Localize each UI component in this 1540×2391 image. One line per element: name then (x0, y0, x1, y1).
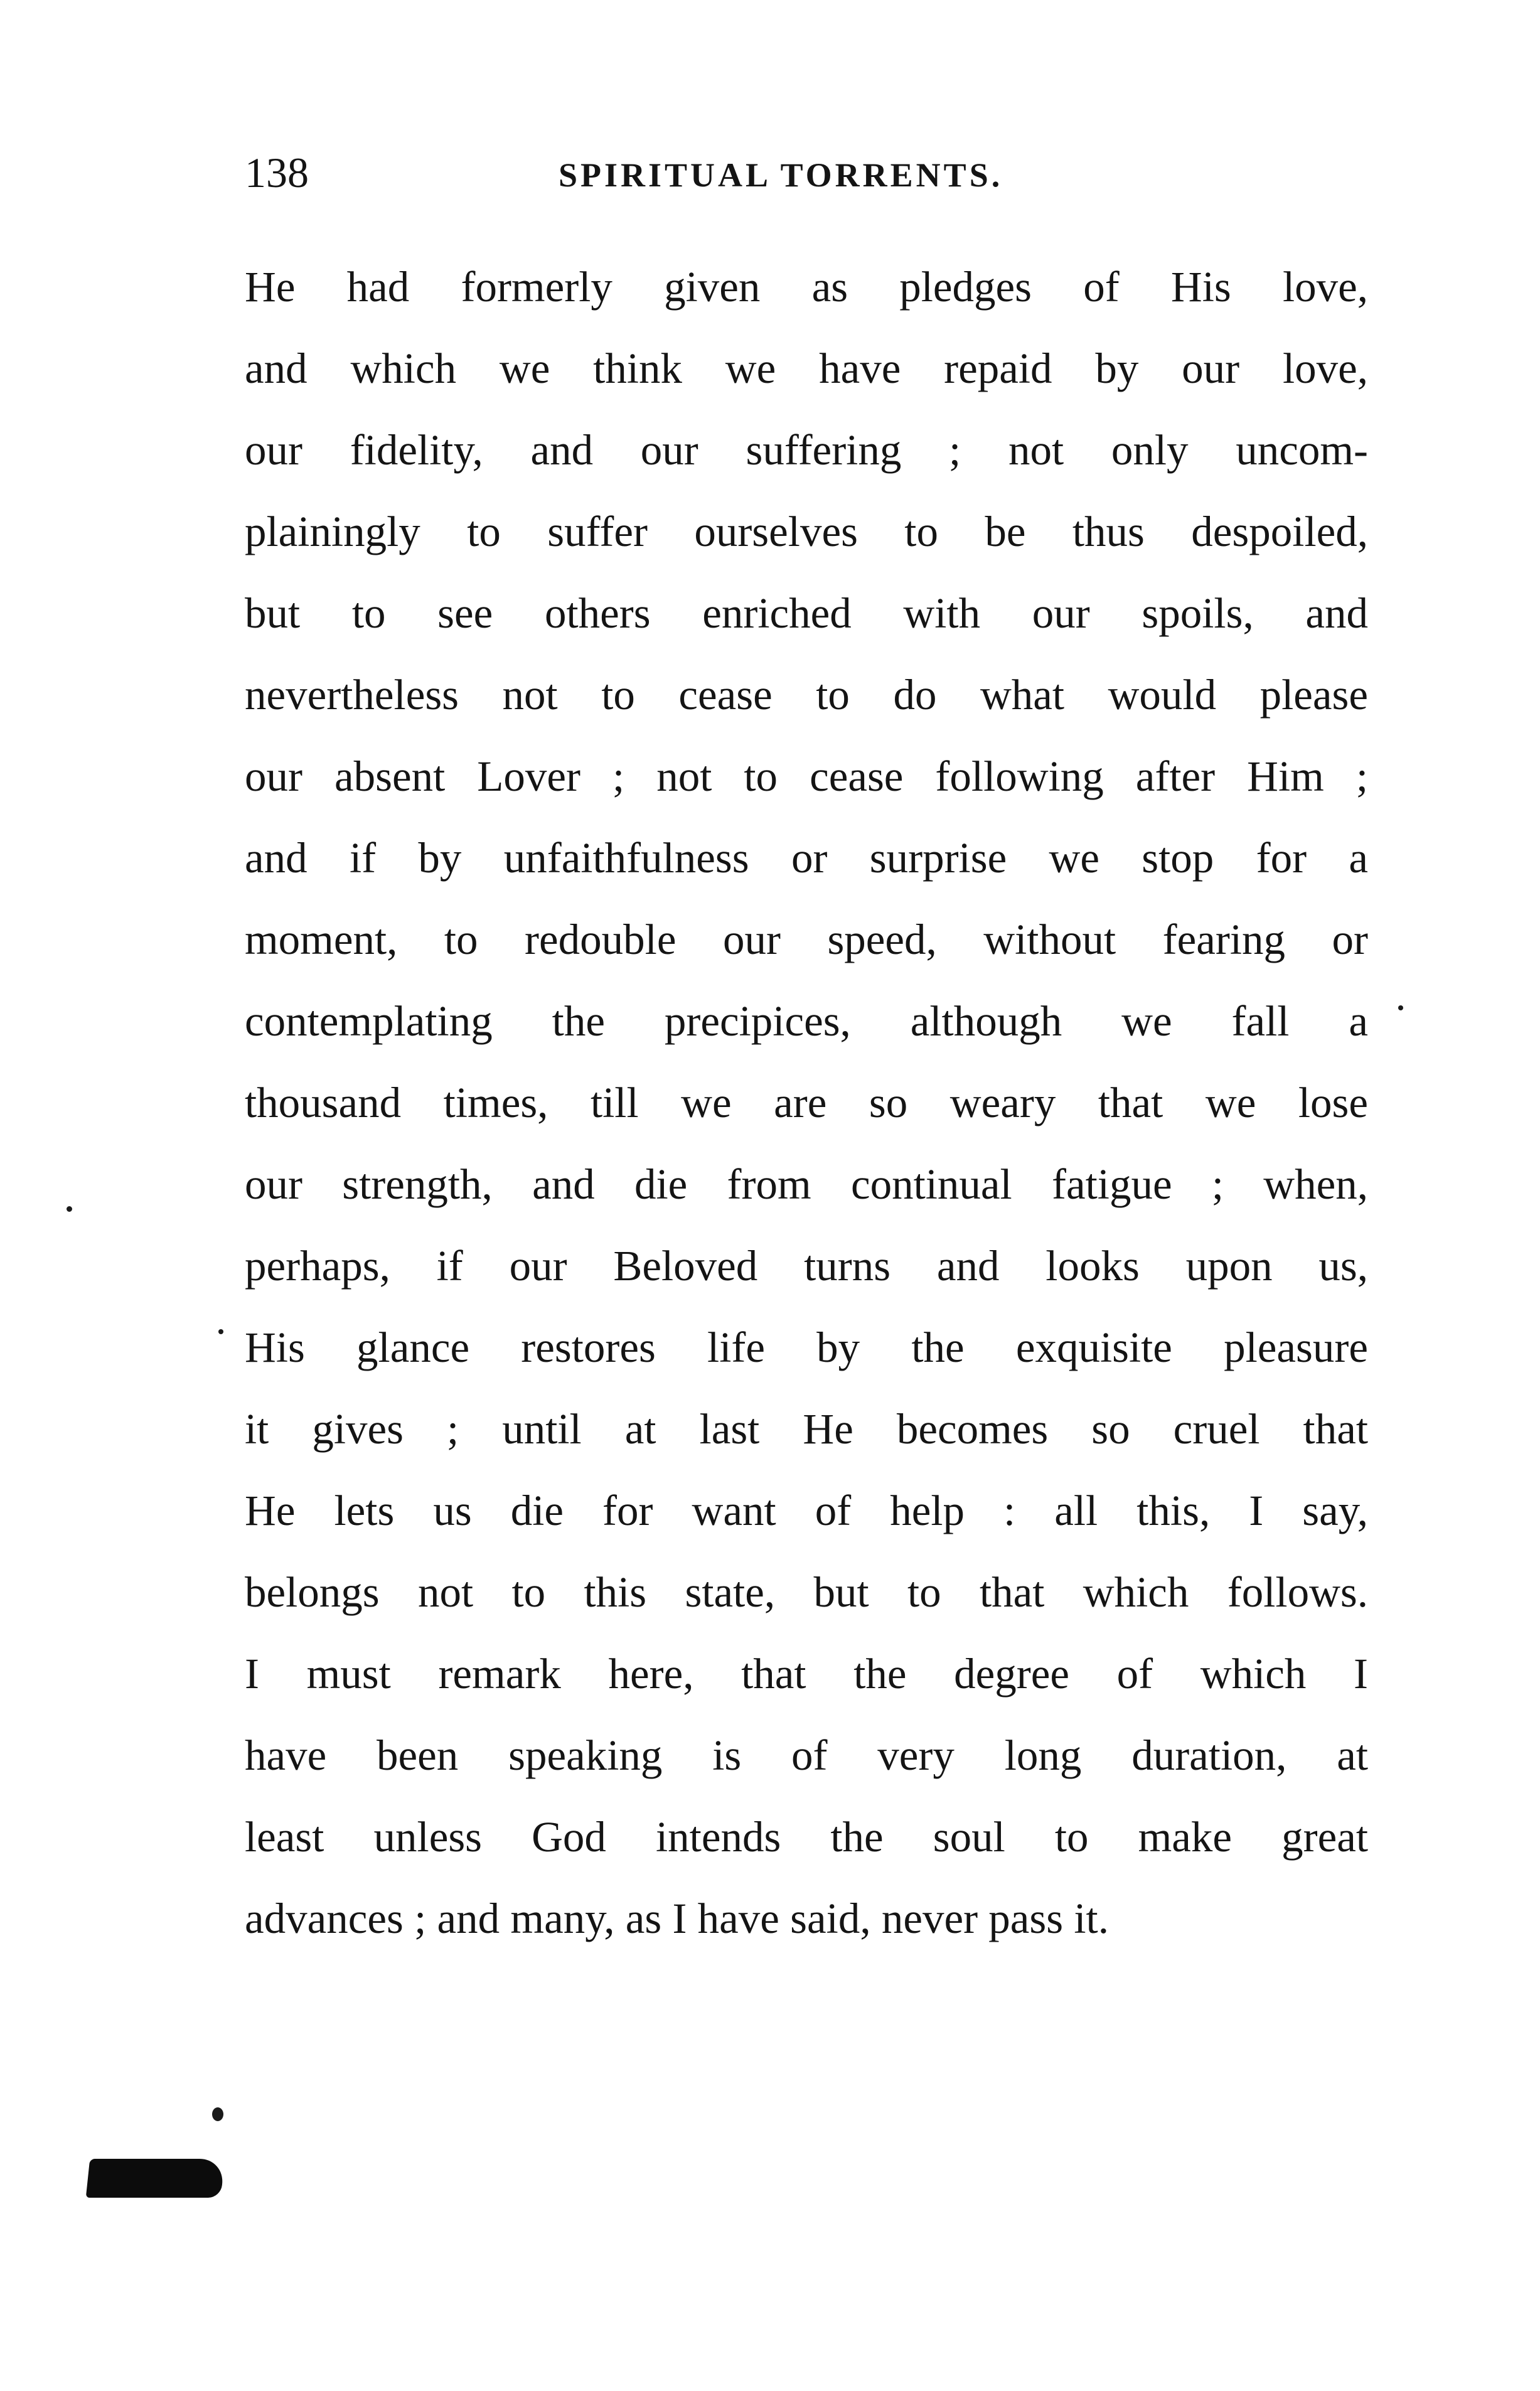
text-line: our strength, and die from continual fatigue ; when, (245, 1160, 1368, 1208)
text-line: and which we think we have repaid by our love, (245, 345, 1368, 392)
scan-speck (212, 2107, 223, 2121)
text-line: our absent Lover ; not to cease following after Him ; (245, 752, 1368, 800)
body-text (245, 246, 1368, 1959)
text-line: His glance restores life by the exquisite pleasure (245, 1324, 1368, 1371)
text-line: advances ; and many, as I have said, never pass it. (245, 1895, 1109, 1942)
text-line: our fidelity, and our suffering ; not only uncom- (245, 426, 1368, 474)
text-line: least unless God intends the soul to make great (245, 1813, 1368, 1861)
text-line: He had formerly given as pledges of His love, (245, 263, 1368, 311)
text-line: thousand times, till we are so weary that we lose (245, 1079, 1368, 1126)
text-line: have been speaking is of very long duration, at (245, 1731, 1368, 1779)
scan-speck (1398, 1005, 1403, 1010)
running-title: SPIRITUAL TORRENTS. (559, 156, 1003, 194)
text-line: and if by unfaithfulness or surprise we stop for a (245, 834, 1368, 882)
text-line: nevertheless not to cease to do what would please (245, 671, 1368, 719)
text-line: it gives ; until at last He becomes so cruel that (245, 1405, 1368, 1453)
text-line: but to see others enriched with our spoils, and (245, 589, 1368, 637)
text-line: perhaps, if our Beloved turns and looks upon us, (245, 1242, 1368, 1290)
ink-blot (86, 2159, 225, 2198)
text-line: moment, to redouble our speed, without fearing or (245, 916, 1368, 963)
scan-speck (67, 1206, 72, 1212)
page-number: 138 (245, 149, 309, 196)
scan-speck (218, 1329, 223, 1334)
text-line: plainingly to suffer ourselves to be thus despoiled, (245, 508, 1368, 555)
text-line: I must remark here, that the degree of which I (245, 1650, 1368, 1698)
text-line: belongs not to this state, but to that which follows. (245, 1568, 1368, 1616)
text-line: contemplating the precipices, although we fall a (245, 997, 1368, 1045)
text-line: He lets us die for want of help : all this, I say, (245, 1487, 1368, 1534)
running-head (245, 147, 1368, 198)
